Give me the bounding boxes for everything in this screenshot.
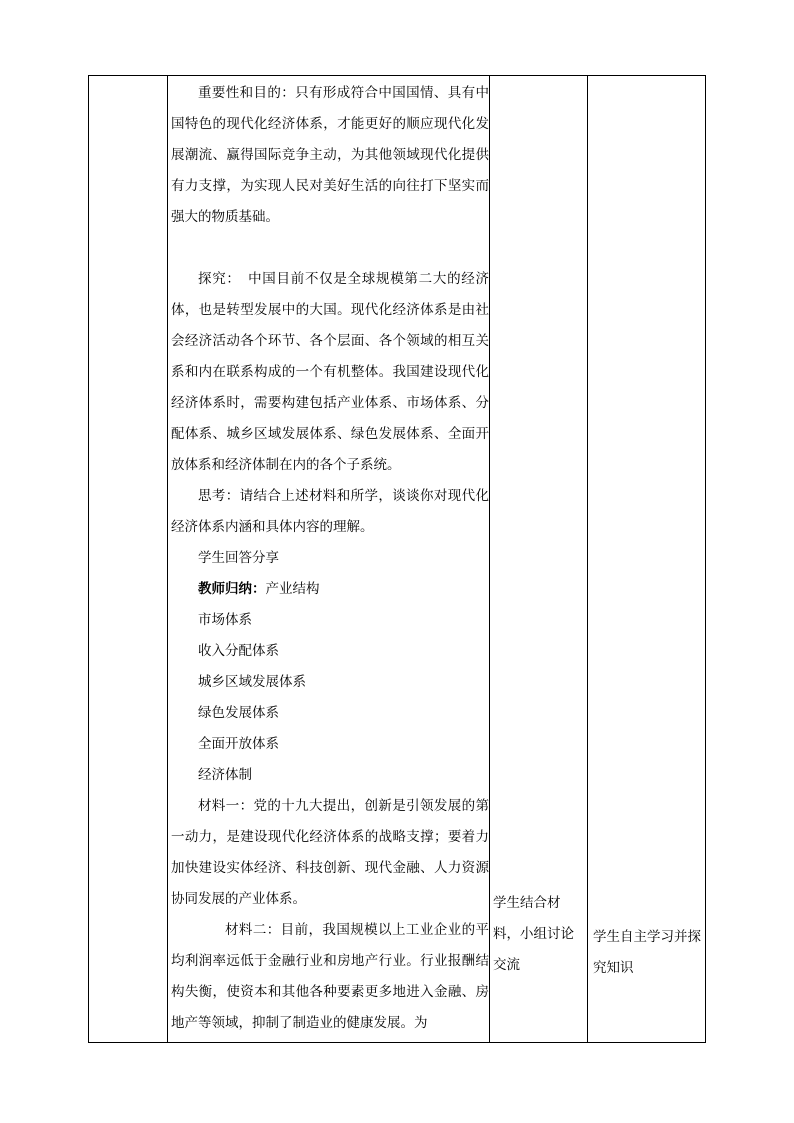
inquiry-paragraph: 探究： 中国目前不仅是全球规模第二大的经济体，也是转型发展中的大国。现代化经济体系是由社会经济活动各个环节、各个层面、各个领域的相互关系和内在联系构成的一个有机整体。我国建设现代化经济体系时，需要构建包括产业体系、市场体系、分配体系、城乡区域发展体系、绿色发展体系、全面开放体系和经济体制在内的各个子系统。 — [171, 271, 489, 473]
thinking-paragraph: 思考：请结合上述材料和所学，谈谈你对现代化经济体系内涵和具体内容的理解。 — [171, 488, 489, 535]
teaching-content-cell — [171, 78, 489, 1039]
summary-item: 全面开放体系 — [198, 736, 279, 752]
summary-item: 收入分配体系 — [198, 643, 279, 659]
column-divider-3 — [587, 76, 588, 1042]
importance-paragraph: 重要性和目的：只有形成符合中国国情、具有中国特色的现代化经济体系，才能更好的顺应现代化发展潮流、赢得国际竞争主动，为其他领域现代化提供有力支撑，为实现人民对美好生活的向往打下坚实而强大的物质基础。 — [171, 85, 489, 225]
student-share-line: 学生回答分享 — [198, 550, 279, 566]
lesson-plan-table — [88, 75, 706, 1043]
summary-item: 绿色发展体系 — [198, 705, 279, 721]
blank-line — [171, 233, 489, 264]
column-divider-2 — [489, 76, 490, 1042]
column-divider-1 — [167, 76, 168, 1042]
teacher-summary-line — [171, 574, 489, 605]
material-one-paragraph: 材料一：党的十九大提出，创新是引领发展的第一动力，是建设现代化经济体系的战略支撑；要着力加快建设实体经济、科技创新、现代金融、人力资源协同发展的产业体系。 — [171, 798, 489, 907]
summary-item: 市场体系 — [198, 612, 252, 628]
summary-item-industry: 产业结构 — [265, 581, 320, 597]
student-activity-cell: 学生结合材料，小组讨论交流 — [493, 895, 574, 973]
summary-item: 城乡区域发展体系 — [198, 674, 306, 690]
material-two-paragraph: 材料二：目前，我国规模以上工业企业的平均利润率远低于金融行业和房地产行业。行业报酬结构失衡，使资本和其他各种要素更多地进入金融、房地产等领域，抑制了制造业的健康发展。为 — [171, 922, 489, 1031]
design-intent-cell: 学生自主学习并探究知识 — [593, 929, 701, 976]
summary-item: 经济体制 — [198, 767, 252, 783]
teacher-summary-label: 教师归纳： — [198, 581, 266, 597]
